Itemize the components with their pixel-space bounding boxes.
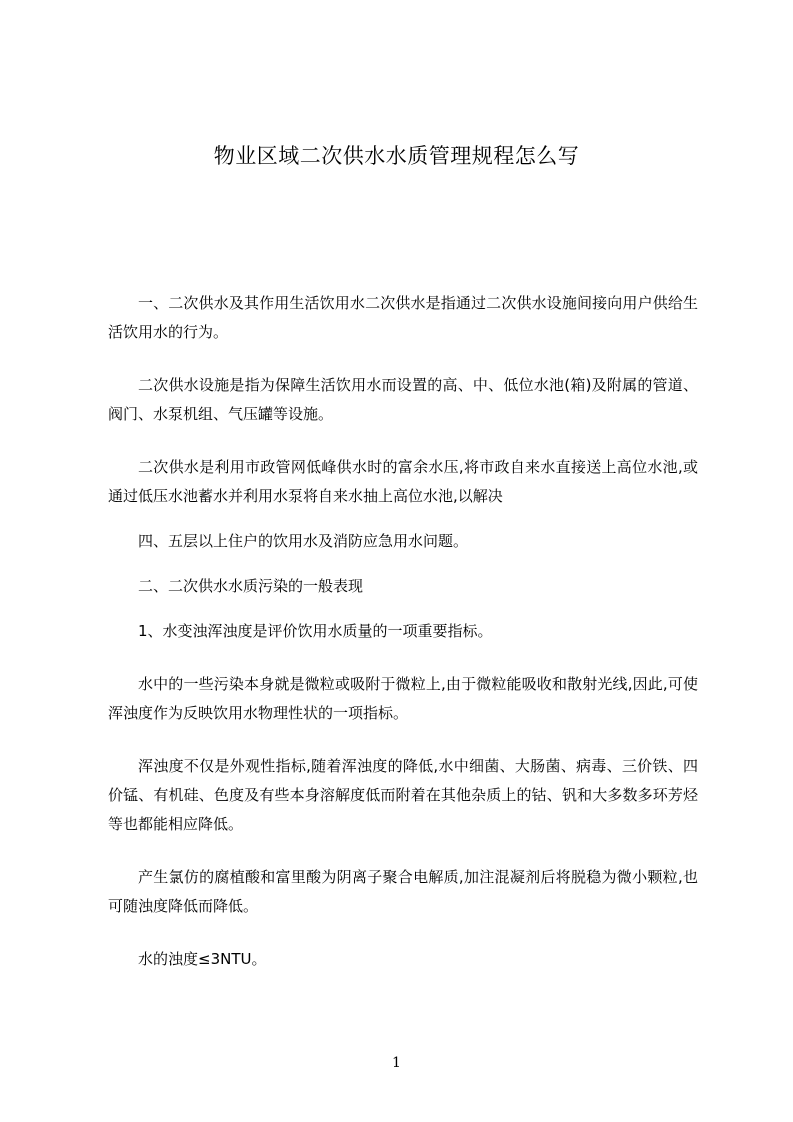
page-number: 1 <box>392 1055 401 1071</box>
paragraph-9: 水的浊度≤3NTU。 <box>138 950 267 968</box>
section-heading-2: 二、二次供水水质污染的一般表现 <box>138 577 364 595</box>
paragraph-1: 一、二次供水及其作用生活饮用水二次供水是指通过二次供水设施间接向用户供给生活饮用水的行为。 <box>108 294 698 341</box>
document-body <box>108 289 698 974</box>
paragraph-8: 产生氯仿的腐植酸和富里酸为阴离子聚合电解质,加注混凝剂后将脱稳为微小颗粒,也可随浊度降低而降低。 <box>108 868 698 915</box>
paragraph-4: 四、五层以上住户的饮用水及消防应急用水问题。 <box>138 532 469 550</box>
paragraph-6: 水中的一些污染本身就是微粒或吸附于微粒上,由于微粒能吸收和散射光线,因此,可使浑浊度作为反映饮用水物理性状的一项指标。 <box>108 675 698 722</box>
paragraph-7: 浑浊度不仅是外观性指标,随着浑浊度的降低,水中细菌、大肠菌、病毒、三价铁、四价锰、有机硅、色度及有些本身溶解度低而附着在其他杂质上的钴、钒和大多数多环芳烃等也都能相应降低。 <box>108 757 698 833</box>
paragraph-3: 二次供水是利用市政管网低峰供水时的富余水压,将市政自来水直接送上高位水池,或通过低压水池蓄水并利用水泵将自来水抽上高位水池,以解决 <box>108 458 698 505</box>
document-title: 物业区域二次供水水质管理规程怎么写 <box>213 144 580 168</box>
paragraph-2: 二次供水设施是指为保障生活饮用水而设置的高、中、低位水池(箱)及附属的管道、阀门、水泵机组、气压罐等设施。 <box>108 376 698 423</box>
paragraph-5: 1、水变浊浑浊度是评价饮用水质量的一项重要指标。 <box>138 622 493 640</box>
